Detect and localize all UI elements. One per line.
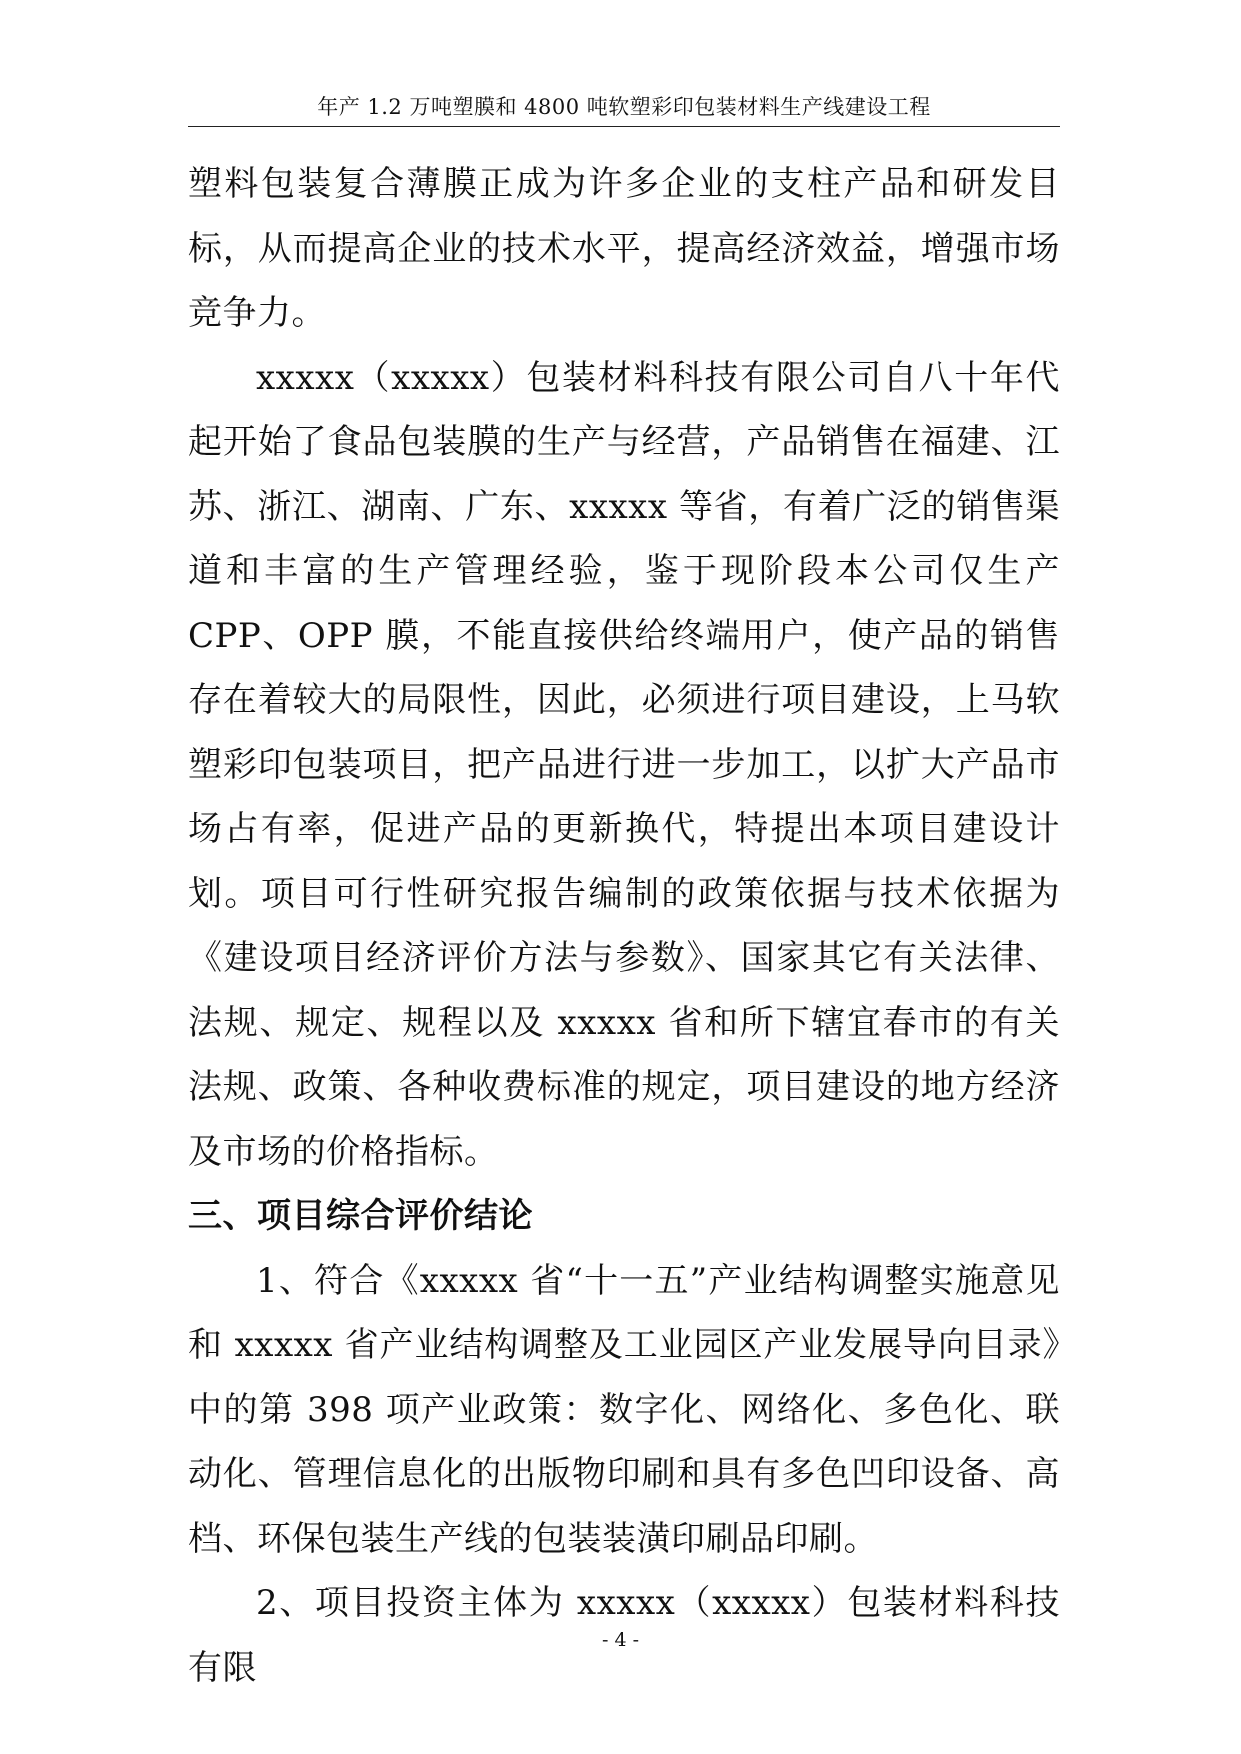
- document-body: [188, 152, 1060, 1700]
- section-heading: 三、项目综合评价结论: [188, 1196, 533, 1236]
- conclusion-item-1: 1、符合《xxxxx 省“十一五”产业结构调整实施意见和 xxxxx 省产业结构调整及工业园区产业发展导向目录》中的第 398 项产业政策：数字化、网络化、多色化、联动化、管理信息化的出版物印刷和具有多色凹印设备、高档、环保包装生产线的包装装潢印刷品印刷。: [188, 1260, 1060, 1559]
- conclusion-item-2: 2、项目投资主体为 xxxxx（xxxxx）包装材料科技有限: [188, 1583, 1060, 1688]
- paragraph-continuation: 塑料包装复合薄膜正成为许多企业的支柱产品和研发目标，从而提高企业的技术水平，提高经济效益，增强市场竞争力。: [188, 164, 1060, 333]
- page-header: 年产 1.2 万吨塑膜和 4800 吨软塑彩印包装材料生产线建设工程: [188, 92, 1060, 127]
- paragraph-company-background: xxxxx（xxxxx）包装材料科技有限公司自八十年代起开始了食品包装膜的生产与经营，产品销售在福建、江苏、浙江、湖南、广东、xxxxx 等省，有着广泛的销售渠道和丰富的生产管理经验，鉴于现阶段本公司仅生产 CPP、OPP 膜，不能直接供给终端用户，使产品的销售存在着较大的局限性，因此，必须进行项目建设，上马软塑彩印包装项目，把产品进行进一步加工，以扩大产品市场占有率，促进产品的更新换代，特提出本项目建设计划。项目可行性研究报告编制的政策依据与技术依据为《建设项目经济评价方法与参数》、国家其它有关法律、法规、规定、规程以及 xxxxx 省和所下辖宜春市的有关法规、政策、各种收费标准的规定，项目建设的地方经济及市场的价格指标。: [188, 357, 1060, 1172]
- page-number: - 4 -: [601, 1629, 639, 1651]
